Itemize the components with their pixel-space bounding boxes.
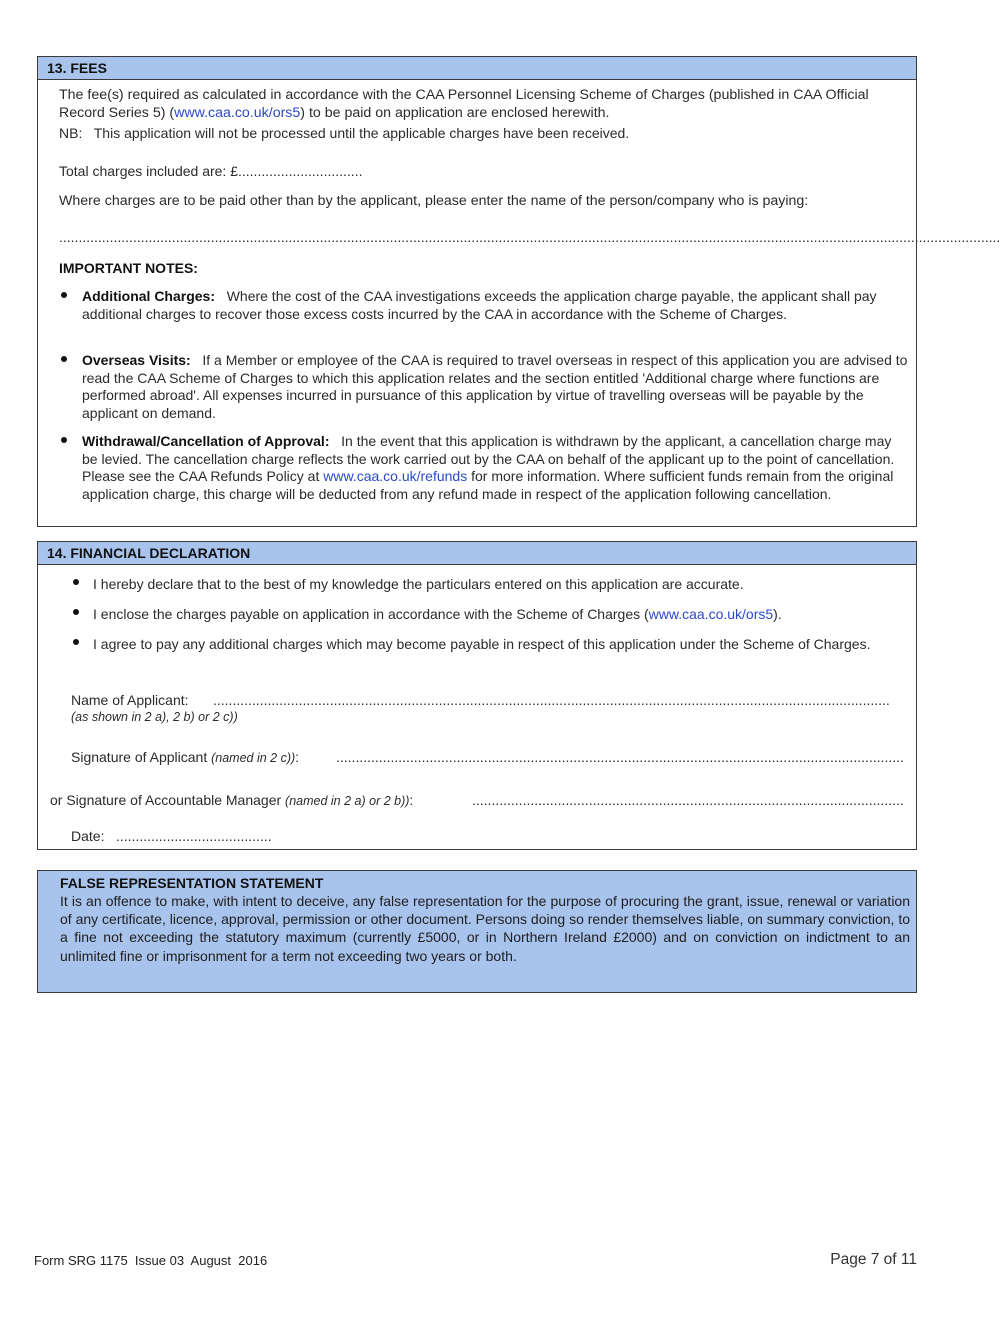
total-charges-field[interactable]: Total charges included are: £................................ [59, 163, 363, 179]
bullet-icon [61, 292, 67, 298]
payer-prompt: Where charges are to be paid other than by the applicant, please enter the name of the person/company who is paying: [59, 193, 809, 209]
fees-nb: NB: This application will not be processed until the applicable charges have been received. [59, 125, 630, 141]
date-label: Date: [71, 828, 105, 844]
ors5-link-2[interactable]: www.caa.co.uk/ors5 [648, 606, 774, 622]
declaration-enclose-charges: I enclose the charges payable on application in accordance with the Scheme of Charges (www.caa.co.uk/ors5). [93, 606, 782, 622]
payer-name-field[interactable]: .................................................................................................................................................................................................................................................. [59, 229, 1000, 245]
name-of-applicant-field[interactable]: .............................................................................................................................................................................. [213, 692, 890, 708]
bullet-icon [73, 579, 79, 585]
note-withdrawal: Withdrawal/Cancellation of Approval: In the event that this application is withdrawn by the applicant, a cancellation charge may be levied. The cancellation charge reflects the work carried out by the CAA on behalf of the applicant up to the point of cancellation. Please see the CAA Refunds Policy at www.caa.co.uk/refunds for more information. Where sufficient funds remain from the original application charge, this charge will be deducted from any refund made in respect of the application following cancellation. [82, 433, 895, 502]
date-field[interactable]: ........................................ [116, 828, 272, 844]
section-14-heading: 14. FINANCIAL DECLARATION [38, 542, 916, 565]
bullet-icon [61, 437, 67, 443]
note-additional-charges: Additional Charges: Where the cost of the CAA investigations exceeds the application charge payable, the applicant shall pay additional charges to recover those excess costs incurred by the CAA in accordance with the Scheme of Charges. [82, 288, 877, 322]
bullet-icon [73, 609, 79, 615]
signature-manager-field[interactable]: ............................................................................................................... [472, 792, 904, 808]
note-overseas-visits: Overseas Visits: If a Member or employee of the CAA is required to travel overseas in respect of this application you are advised to read the CAA Scheme of Charges to which this application relates and the section entitled 'Additional charge where functions are performed abroad'. All expenses incurred in pursuance of this application by virtue of travelling overseas will be payable by the applicant on demand. [82, 352, 908, 421]
declaration-accurate: I hereby declare that to the best of my knowledge the particulars entered on this application are accurate. [93, 576, 744, 592]
fees-intro: The fee(s) required as calculated in accordance with the CAA Personnel Licensing Scheme of Charges (published in CAA Official Record Series 5) (www.caa.co.uk/ors5) to be paid on application are enclosed herewith. [59, 87, 869, 121]
important-notes-heading: IMPORTANT NOTES: [59, 260, 198, 276]
signature-applicant-label: Signature of Applicant (named in 2 c)): [71, 749, 300, 765]
form-reference: Form SRG 1175 Issue 03 August 2016 [34, 1253, 268, 1268]
page-number: Page 7 of 11 [830, 1251, 917, 1268]
name-of-applicant-note: (as shown in 2 a), 2 b) or 2 c)) [71, 710, 238, 724]
signature-applicant-field[interactable]: .................................................................................................................................................. [336, 749, 904, 765]
section-13-heading: 13. FEES [38, 57, 916, 80]
declaration-additional-charges: I agree to pay any additional charges which may become payable in respect of this application under the Scheme of Charges. [93, 636, 871, 652]
false-representation-text: It is an offence to make, with intent to deceive, any false representation for the purpose of procuring the grant, issue, renewal or variation of any certificate, licence, approval, permission or other document. Persons doing so render themselves liable, on summary conviction, to a fine not exceeding the statutory maximum (currently £5000, or in Northern Ireland £2000) and on conviction on indictment to an unlimited fine or imprisonment for a term not exceeding two years or both. [60, 893, 910, 964]
bullet-icon [61, 356, 67, 362]
bullet-icon [73, 639, 79, 645]
ors5-link[interactable]: www.caa.co.uk/ors5 [174, 105, 301, 121]
refunds-link[interactable]: www.caa.co.uk/refunds [323, 468, 468, 484]
false-representation-title: FALSE REPRESENTATION STATEMENT [60, 875, 324, 891]
name-of-applicant-label: Name of Applicant: [71, 692, 189, 708]
false-representation-box [37, 870, 917, 993]
signature-manager-label: or Signature of Accountable Manager (named in 2 a) or 2 b)): [50, 792, 414, 808]
